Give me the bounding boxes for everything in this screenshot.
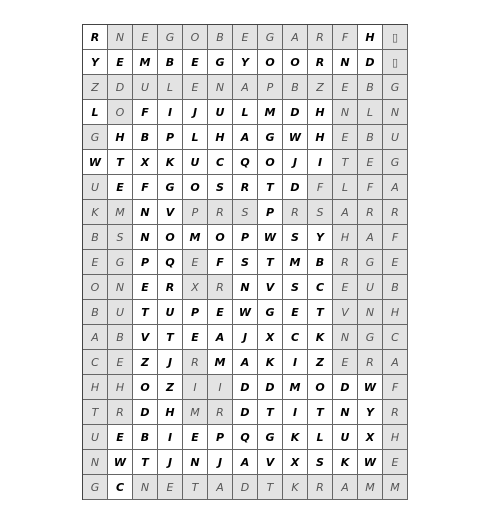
grid-cell-r16-c6[interactable]: R: [208, 400, 233, 425]
grid-cell-r5-c1[interactable]: G: [83, 125, 108, 150]
grid-cell-r7-c1[interactable]: U: [83, 175, 108, 200]
grid-cell-r19-c9[interactable]: K: [283, 475, 308, 500]
grid-cell-r14-c3[interactable]: Z: [133, 350, 158, 375]
grid-cell-r1-c11[interactable]: F: [333, 25, 358, 50]
grid-cell-r12-c13[interactable]: H: [383, 300, 408, 325]
grid-cell-r18-c9[interactable]: X: [283, 450, 308, 475]
grid-cell-r14-c6[interactable]: M: [208, 350, 233, 375]
grid-cell-r7-c7[interactable]: R: [233, 175, 258, 200]
grid-cell-r12-c8[interactable]: G: [258, 300, 283, 325]
grid-cell-r6-c7[interactable]: Q: [233, 150, 258, 175]
grid-cell-r5-c4[interactable]: P: [158, 125, 183, 150]
grid-cell-r1-c13[interactable]: ▯: [383, 25, 408, 50]
grid-cell-r7-c5[interactable]: O: [183, 175, 208, 200]
grid-cell-r6-c3[interactable]: X: [133, 150, 158, 175]
grid-cell-r12-c2[interactable]: U: [108, 300, 133, 325]
grid-cell-r19-c6[interactable]: A: [208, 475, 233, 500]
grid-cell-r17-c13[interactable]: H: [383, 425, 408, 450]
grid-cell-r9-c5[interactable]: M: [183, 225, 208, 250]
grid-cell-r3-c2[interactable]: D: [108, 75, 133, 100]
grid-cell-r1-c6[interactable]: B: [208, 25, 233, 50]
grid-cell-r12-c3[interactable]: T: [133, 300, 158, 325]
grid-cell-r17-c12[interactable]: X: [358, 425, 383, 450]
grid-cell-r8-c2[interactable]: M: [108, 200, 133, 225]
grid-cell-r1-c8[interactable]: G: [258, 25, 283, 50]
grid-cell-r15-c6[interactable]: I: [208, 375, 233, 400]
grid-cell-r17-c8[interactable]: G: [258, 425, 283, 450]
grid-cell-r13-c1[interactable]: A: [83, 325, 108, 350]
grid-cell-r14-c2[interactable]: E: [108, 350, 133, 375]
grid-cell-r7-c12[interactable]: F: [358, 175, 383, 200]
grid-cell-r17-c4[interactable]: I: [158, 425, 183, 450]
grid-cell-r15-c12[interactable]: W: [358, 375, 383, 400]
grid-cell-r2-c10[interactable]: R: [308, 50, 333, 75]
grid-cell-r2-c13[interactable]: ▯: [383, 50, 408, 75]
grid-cell-r5-c5[interactable]: L: [183, 125, 208, 150]
grid-cell-r13-c2[interactable]: B: [108, 325, 133, 350]
grid-cell-r4-c1[interactable]: L: [83, 100, 108, 125]
grid-cell-r4-c6[interactable]: U: [208, 100, 233, 125]
grid-cell-r6-c2[interactable]: T: [108, 150, 133, 175]
grid-cell-r1-c1[interactable]: R: [83, 25, 108, 50]
grid-cell-r10-c7[interactable]: S: [233, 250, 258, 275]
grid-cell-r1-c3[interactable]: E: [133, 25, 158, 50]
grid-cell-r8-c8[interactable]: P: [258, 200, 283, 225]
grid-cell-r12-c10[interactable]: T: [308, 300, 333, 325]
grid-cell-r11-c12[interactable]: U: [358, 275, 383, 300]
grid-cell-r5-c8[interactable]: G: [258, 125, 283, 150]
grid-cell-r17-c1[interactable]: U: [83, 425, 108, 450]
grid-cell-r18-c13[interactable]: E: [383, 450, 408, 475]
grid-cell-r1-c2[interactable]: N: [108, 25, 133, 50]
grid-cell-r12-c7[interactable]: W: [233, 300, 258, 325]
grid-cell-r15-c2[interactable]: H: [108, 375, 133, 400]
grid-cell-r4-c4[interactable]: I: [158, 100, 183, 125]
grid-cell-r18-c12[interactable]: W: [358, 450, 383, 475]
grid-cell-r8-c11[interactable]: A: [333, 200, 358, 225]
grid-cell-r10-c8[interactable]: T: [258, 250, 283, 275]
grid-cell-r13-c4[interactable]: T: [158, 325, 183, 350]
grid-cell-r9-c6[interactable]: O: [208, 225, 233, 250]
grid-cell-r5-c11[interactable]: E: [333, 125, 358, 150]
grid-cell-r9-c8[interactable]: W: [258, 225, 283, 250]
grid-cell-r15-c9[interactable]: M: [283, 375, 308, 400]
grid-cell-r17-c2[interactable]: E: [108, 425, 133, 450]
grid-cell-r18-c1[interactable]: N: [83, 450, 108, 475]
grid-cell-r1-c10[interactable]: R: [308, 25, 333, 50]
grid-cell-r5-c10[interactable]: H: [308, 125, 333, 150]
grid-cell-r18-c5[interactable]: N: [183, 450, 208, 475]
grid-cell-r8-c13[interactable]: R: [383, 200, 408, 225]
grid-cell-r13-c6[interactable]: A: [208, 325, 233, 350]
grid-cell-r9-c1[interactable]: B: [83, 225, 108, 250]
grid-cell-r6-c8[interactable]: O: [258, 150, 283, 175]
grid-cell-r4-c9[interactable]: D: [283, 100, 308, 125]
grid-cell-r13-c3[interactable]: V: [133, 325, 158, 350]
grid-cell-r2-c6[interactable]: G: [208, 50, 233, 75]
grid-cell-r16-c5[interactable]: M: [183, 400, 208, 425]
grid-cell-r5-c3[interactable]: B: [133, 125, 158, 150]
grid-cell-r6-c11[interactable]: T: [333, 150, 358, 175]
grid-cell-r8-c7[interactable]: S: [233, 200, 258, 225]
grid-cell-r17-c6[interactable]: P: [208, 425, 233, 450]
grid-cell-r7-c10[interactable]: F: [308, 175, 333, 200]
grid-cell-r2-c8[interactable]: O: [258, 50, 283, 75]
grid-cell-r15-c13[interactable]: F: [383, 375, 408, 400]
grid-cell-r14-c10[interactable]: Z: [308, 350, 333, 375]
grid-cell-r11-c4[interactable]: R: [158, 275, 183, 300]
grid-cell-r10-c2[interactable]: G: [108, 250, 133, 275]
grid-cell-r6-c13[interactable]: G: [383, 150, 408, 175]
grid-cell-r10-c6[interactable]: F: [208, 250, 233, 275]
grid-cell-r11-c13[interactable]: B: [383, 275, 408, 300]
grid-cell-r1-c5[interactable]: O: [183, 25, 208, 50]
grid-cell-r14-c4[interactable]: J: [158, 350, 183, 375]
grid-cell-r8-c1[interactable]: K: [83, 200, 108, 225]
grid-cell-r17-c7[interactable]: Q: [233, 425, 258, 450]
grid-cell-r18-c11[interactable]: K: [333, 450, 358, 475]
grid-cell-r14-c8[interactable]: K: [258, 350, 283, 375]
grid-cell-r5-c7[interactable]: A: [233, 125, 258, 150]
grid-cell-r8-c10[interactable]: S: [308, 200, 333, 225]
grid-cell-r7-c11[interactable]: L: [333, 175, 358, 200]
grid-cell-r2-c7[interactable]: Y: [233, 50, 258, 75]
grid-cell-r4-c5[interactable]: J: [183, 100, 208, 125]
grid-cell-r11-c2[interactable]: N: [108, 275, 133, 300]
grid-cell-r11-c1[interactable]: O: [83, 275, 108, 300]
grid-cell-r9-c11[interactable]: H: [333, 225, 358, 250]
grid-cell-r14-c5[interactable]: R: [183, 350, 208, 375]
grid-cell-r10-c9[interactable]: M: [283, 250, 308, 275]
grid-cell-r16-c7[interactable]: D: [233, 400, 258, 425]
grid-cell-r19-c8[interactable]: T: [258, 475, 283, 500]
grid-cell-r5-c2[interactable]: H: [108, 125, 133, 150]
grid-cell-r16-c10[interactable]: T: [308, 400, 333, 425]
grid-cell-r11-c6[interactable]: R: [208, 275, 233, 300]
grid-cell-r15-c1[interactable]: H: [83, 375, 108, 400]
grid-cell-r19-c7[interactable]: D: [233, 475, 258, 500]
grid-cell-r4-c13[interactable]: N: [383, 100, 408, 125]
grid-cell-r15-c8[interactable]: D: [258, 375, 283, 400]
grid-cell-r19-c13[interactable]: M: [383, 475, 408, 500]
grid-cell-r9-c4[interactable]: O: [158, 225, 183, 250]
grid-cell-r10-c12[interactable]: G: [358, 250, 383, 275]
grid-cell-r13-c13[interactable]: C: [383, 325, 408, 350]
grid-cell-r6-c4[interactable]: K: [158, 150, 183, 175]
grid-cell-r16-c2[interactable]: R: [108, 400, 133, 425]
grid-cell-r6-c9[interactable]: J: [283, 150, 308, 175]
grid-cell-r3-c3[interactable]: U: [133, 75, 158, 100]
grid-cell-r13-c11[interactable]: N: [333, 325, 358, 350]
grid-cell-r4-c11[interactable]: N: [333, 100, 358, 125]
grid-cell-r3-c1[interactable]: Z: [83, 75, 108, 100]
grid-cell-r7-c9[interactable]: D: [283, 175, 308, 200]
grid-cell-r18-c3[interactable]: T: [133, 450, 158, 475]
grid-cell-r4-c7[interactable]: L: [233, 100, 258, 125]
grid-cell-r15-c7[interactable]: D: [233, 375, 258, 400]
grid-cell-r17-c9[interactable]: K: [283, 425, 308, 450]
grid-cell-r2-c9[interactable]: O: [283, 50, 308, 75]
grid-cell-r18-c4[interactable]: J: [158, 450, 183, 475]
grid-cell-r3-c6[interactable]: N: [208, 75, 233, 100]
grid-cell-r12-c4[interactable]: U: [158, 300, 183, 325]
grid-cell-r8-c4[interactable]: V: [158, 200, 183, 225]
grid-cell-r11-c9[interactable]: S: [283, 275, 308, 300]
grid-cell-r16-c8[interactable]: T: [258, 400, 283, 425]
grid-cell-r13-c12[interactable]: G: [358, 325, 383, 350]
grid-cell-r1-c9[interactable]: A: [283, 25, 308, 50]
grid-cell-r19-c2[interactable]: C: [108, 475, 133, 500]
grid-cell-r7-c3[interactable]: F: [133, 175, 158, 200]
grid-cell-r3-c5[interactable]: E: [183, 75, 208, 100]
grid-cell-r5-c6[interactable]: H: [208, 125, 233, 150]
grid-cell-r9-c13[interactable]: F: [383, 225, 408, 250]
grid-cell-r3-c11[interactable]: E: [333, 75, 358, 100]
grid-cell-r11-c5[interactable]: X: [183, 275, 208, 300]
word-search-grid: [82, 24, 408, 500]
grid-cell-r11-c7[interactable]: N: [233, 275, 258, 300]
grid-cell-r19-c12[interactable]: M: [358, 475, 383, 500]
grid-cell-r1-c12[interactable]: H: [358, 25, 383, 50]
grid-cell-r18-c7[interactable]: A: [233, 450, 258, 475]
grid-cell-r14-c12[interactable]: R: [358, 350, 383, 375]
grid-cell-r2-c11[interactable]: N: [333, 50, 358, 75]
grid-cell-r9-c2[interactable]: S: [108, 225, 133, 250]
grid-cell-r7-c8[interactable]: T: [258, 175, 283, 200]
grid-cell-r12-c11[interactable]: V: [333, 300, 358, 325]
grid-cell-r9-c10[interactable]: Y: [308, 225, 333, 250]
grid-cell-r16-c3[interactable]: D: [133, 400, 158, 425]
grid-cell-r9-c7[interactable]: P: [233, 225, 258, 250]
grid-cell-r16-c1[interactable]: T: [83, 400, 108, 425]
grid-cell-r19-c1[interactable]: G: [83, 475, 108, 500]
grid-cell-r2-c4[interactable]: B: [158, 50, 183, 75]
grid-cell-r2-c2[interactable]: E: [108, 50, 133, 75]
grid-cell-r6-c5[interactable]: U: [183, 150, 208, 175]
grid-cell-r19-c10[interactable]: R: [308, 475, 333, 500]
grid-cell-r3-c12[interactable]: B: [358, 75, 383, 100]
grid-cell-r14-c1[interactable]: C: [83, 350, 108, 375]
grid-cell-r17-c10[interactable]: L: [308, 425, 333, 450]
grid-cell-r4-c10[interactable]: H: [308, 100, 333, 125]
grid-cell-r14-c13[interactable]: A: [383, 350, 408, 375]
grid-cell-r9-c12[interactable]: A: [358, 225, 383, 250]
grid-cell-r9-c9[interactable]: S: [283, 225, 308, 250]
grid-cell-r7-c2[interactable]: E: [108, 175, 133, 200]
grid-cell-r12-c5[interactable]: P: [183, 300, 208, 325]
grid-cell-r16-c9[interactable]: I: [283, 400, 308, 425]
grid-cell-r12-c6[interactable]: E: [208, 300, 233, 325]
grid-cell-r13-c9[interactable]: C: [283, 325, 308, 350]
grid-cell-r8-c5[interactable]: P: [183, 200, 208, 225]
grid-cell-r8-c9[interactable]: R: [283, 200, 308, 225]
grid-cell-r11-c10[interactable]: C: [308, 275, 333, 300]
grid-cell-r8-c6[interactable]: R: [208, 200, 233, 225]
grid-cell-r2-c12[interactable]: D: [358, 50, 383, 75]
grid-cell-r10-c11[interactable]: R: [333, 250, 358, 275]
grid-cell-r12-c12[interactable]: N: [358, 300, 383, 325]
grid-cell-r3-c8[interactable]: P: [258, 75, 283, 100]
grid-cell-r5-c13[interactable]: U: [383, 125, 408, 150]
grid-cell-r11-c8[interactable]: V: [258, 275, 283, 300]
grid-cell-r13-c5[interactable]: E: [183, 325, 208, 350]
grid-cell-r10-c13[interactable]: E: [383, 250, 408, 275]
grid-cell-r16-c12[interactable]: Y: [358, 400, 383, 425]
grid-cell-r18-c10[interactable]: S: [308, 450, 333, 475]
grid-cell-r6-c12[interactable]: E: [358, 150, 383, 175]
grid-cell-r6-c6[interactable]: C: [208, 150, 233, 175]
grid-cell-r3-c13[interactable]: G: [383, 75, 408, 100]
grid-cell-r6-c1[interactable]: W: [83, 150, 108, 175]
grid-cell-r11-c11[interactable]: E: [333, 275, 358, 300]
grid-cell-r7-c4[interactable]: G: [158, 175, 183, 200]
grid-cell-r5-c12[interactable]: B: [358, 125, 383, 150]
grid-cell-r14-c7[interactable]: A: [233, 350, 258, 375]
grid-cell-r9-c3[interactable]: N: [133, 225, 158, 250]
grid-cell-r1-c4[interactable]: G: [158, 25, 183, 50]
grid-cell-r15-c10[interactable]: O: [308, 375, 333, 400]
grid-cell-r10-c10[interactable]: B: [308, 250, 333, 275]
grid-cell-r11-c3[interactable]: E: [133, 275, 158, 300]
grid-cell-r3-c10[interactable]: Z: [308, 75, 333, 100]
grid-cell-r7-c6[interactable]: S: [208, 175, 233, 200]
grid-cell-r4-c3[interactable]: F: [133, 100, 158, 125]
grid-cell-r13-c7[interactable]: J: [233, 325, 258, 350]
grid-cell-r13-c10[interactable]: K: [308, 325, 333, 350]
grid-cell-r6-c10[interactable]: I: [308, 150, 333, 175]
grid-cell-r16-c11[interactable]: N: [333, 400, 358, 425]
grid-cell-r12-c1[interactable]: B: [83, 300, 108, 325]
grid-cell-r17-c3[interactable]: B: [133, 425, 158, 450]
grid-cell-r14-c11[interactable]: E: [333, 350, 358, 375]
grid-cell-r15-c5[interactable]: I: [183, 375, 208, 400]
grid-cell-r19-c11[interactable]: A: [333, 475, 358, 500]
grid-cell-r13-c8[interactable]: X: [258, 325, 283, 350]
grid-cell-r17-c11[interactable]: U: [333, 425, 358, 450]
grid-cell-r19-c4[interactable]: E: [158, 475, 183, 500]
grid-cell-r8-c12[interactable]: R: [358, 200, 383, 225]
grid-cell-r19-c3[interactable]: N: [133, 475, 158, 500]
grid-cell-r18-c6[interactable]: J: [208, 450, 233, 475]
grid-cell-r10-c3[interactable]: P: [133, 250, 158, 275]
grid-cell-r2-c5[interactable]: E: [183, 50, 208, 75]
grid-cell-r2-c3[interactable]: M: [133, 50, 158, 75]
grid-cell-r3-c9[interactable]: B: [283, 75, 308, 100]
grid-cell-r12-c9[interactable]: E: [283, 300, 308, 325]
grid-cell-r10-c5[interactable]: E: [183, 250, 208, 275]
grid-cell-r15-c4[interactable]: Z: [158, 375, 183, 400]
grid-cell-r16-c4[interactable]: H: [158, 400, 183, 425]
grid-cell-r2-c1[interactable]: Y: [83, 50, 108, 75]
grid-cell-r16-c13[interactable]: R: [383, 400, 408, 425]
grid-cell-r18-c8[interactable]: V: [258, 450, 283, 475]
grid-cell-r19-c5[interactable]: T: [183, 475, 208, 500]
grid-cell-r4-c8[interactable]: M: [258, 100, 283, 125]
grid-cell-r18-c2[interactable]: W: [108, 450, 133, 475]
grid-cell-r15-c11[interactable]: D: [333, 375, 358, 400]
grid-cell-r10-c1[interactable]: E: [83, 250, 108, 275]
grid-cell-r14-c9[interactable]: I: [283, 350, 308, 375]
grid-cell-r8-c3[interactable]: N: [133, 200, 158, 225]
grid-cell-r3-c4[interactable]: L: [158, 75, 183, 100]
grid-cell-r15-c3[interactable]: O: [133, 375, 158, 400]
grid-cell-r10-c4[interactable]: Q: [158, 250, 183, 275]
grid-cell-r4-c2[interactable]: O: [108, 100, 133, 125]
grid-cell-r7-c13[interactable]: A: [383, 175, 408, 200]
grid-cell-r5-c9[interactable]: W: [283, 125, 308, 150]
grid-cell-r17-c5[interactable]: E: [183, 425, 208, 450]
grid-cell-r1-c7[interactable]: E: [233, 25, 258, 50]
grid-cell-r4-c12[interactable]: L: [358, 100, 383, 125]
grid-cell-r3-c7[interactable]: A: [233, 75, 258, 100]
